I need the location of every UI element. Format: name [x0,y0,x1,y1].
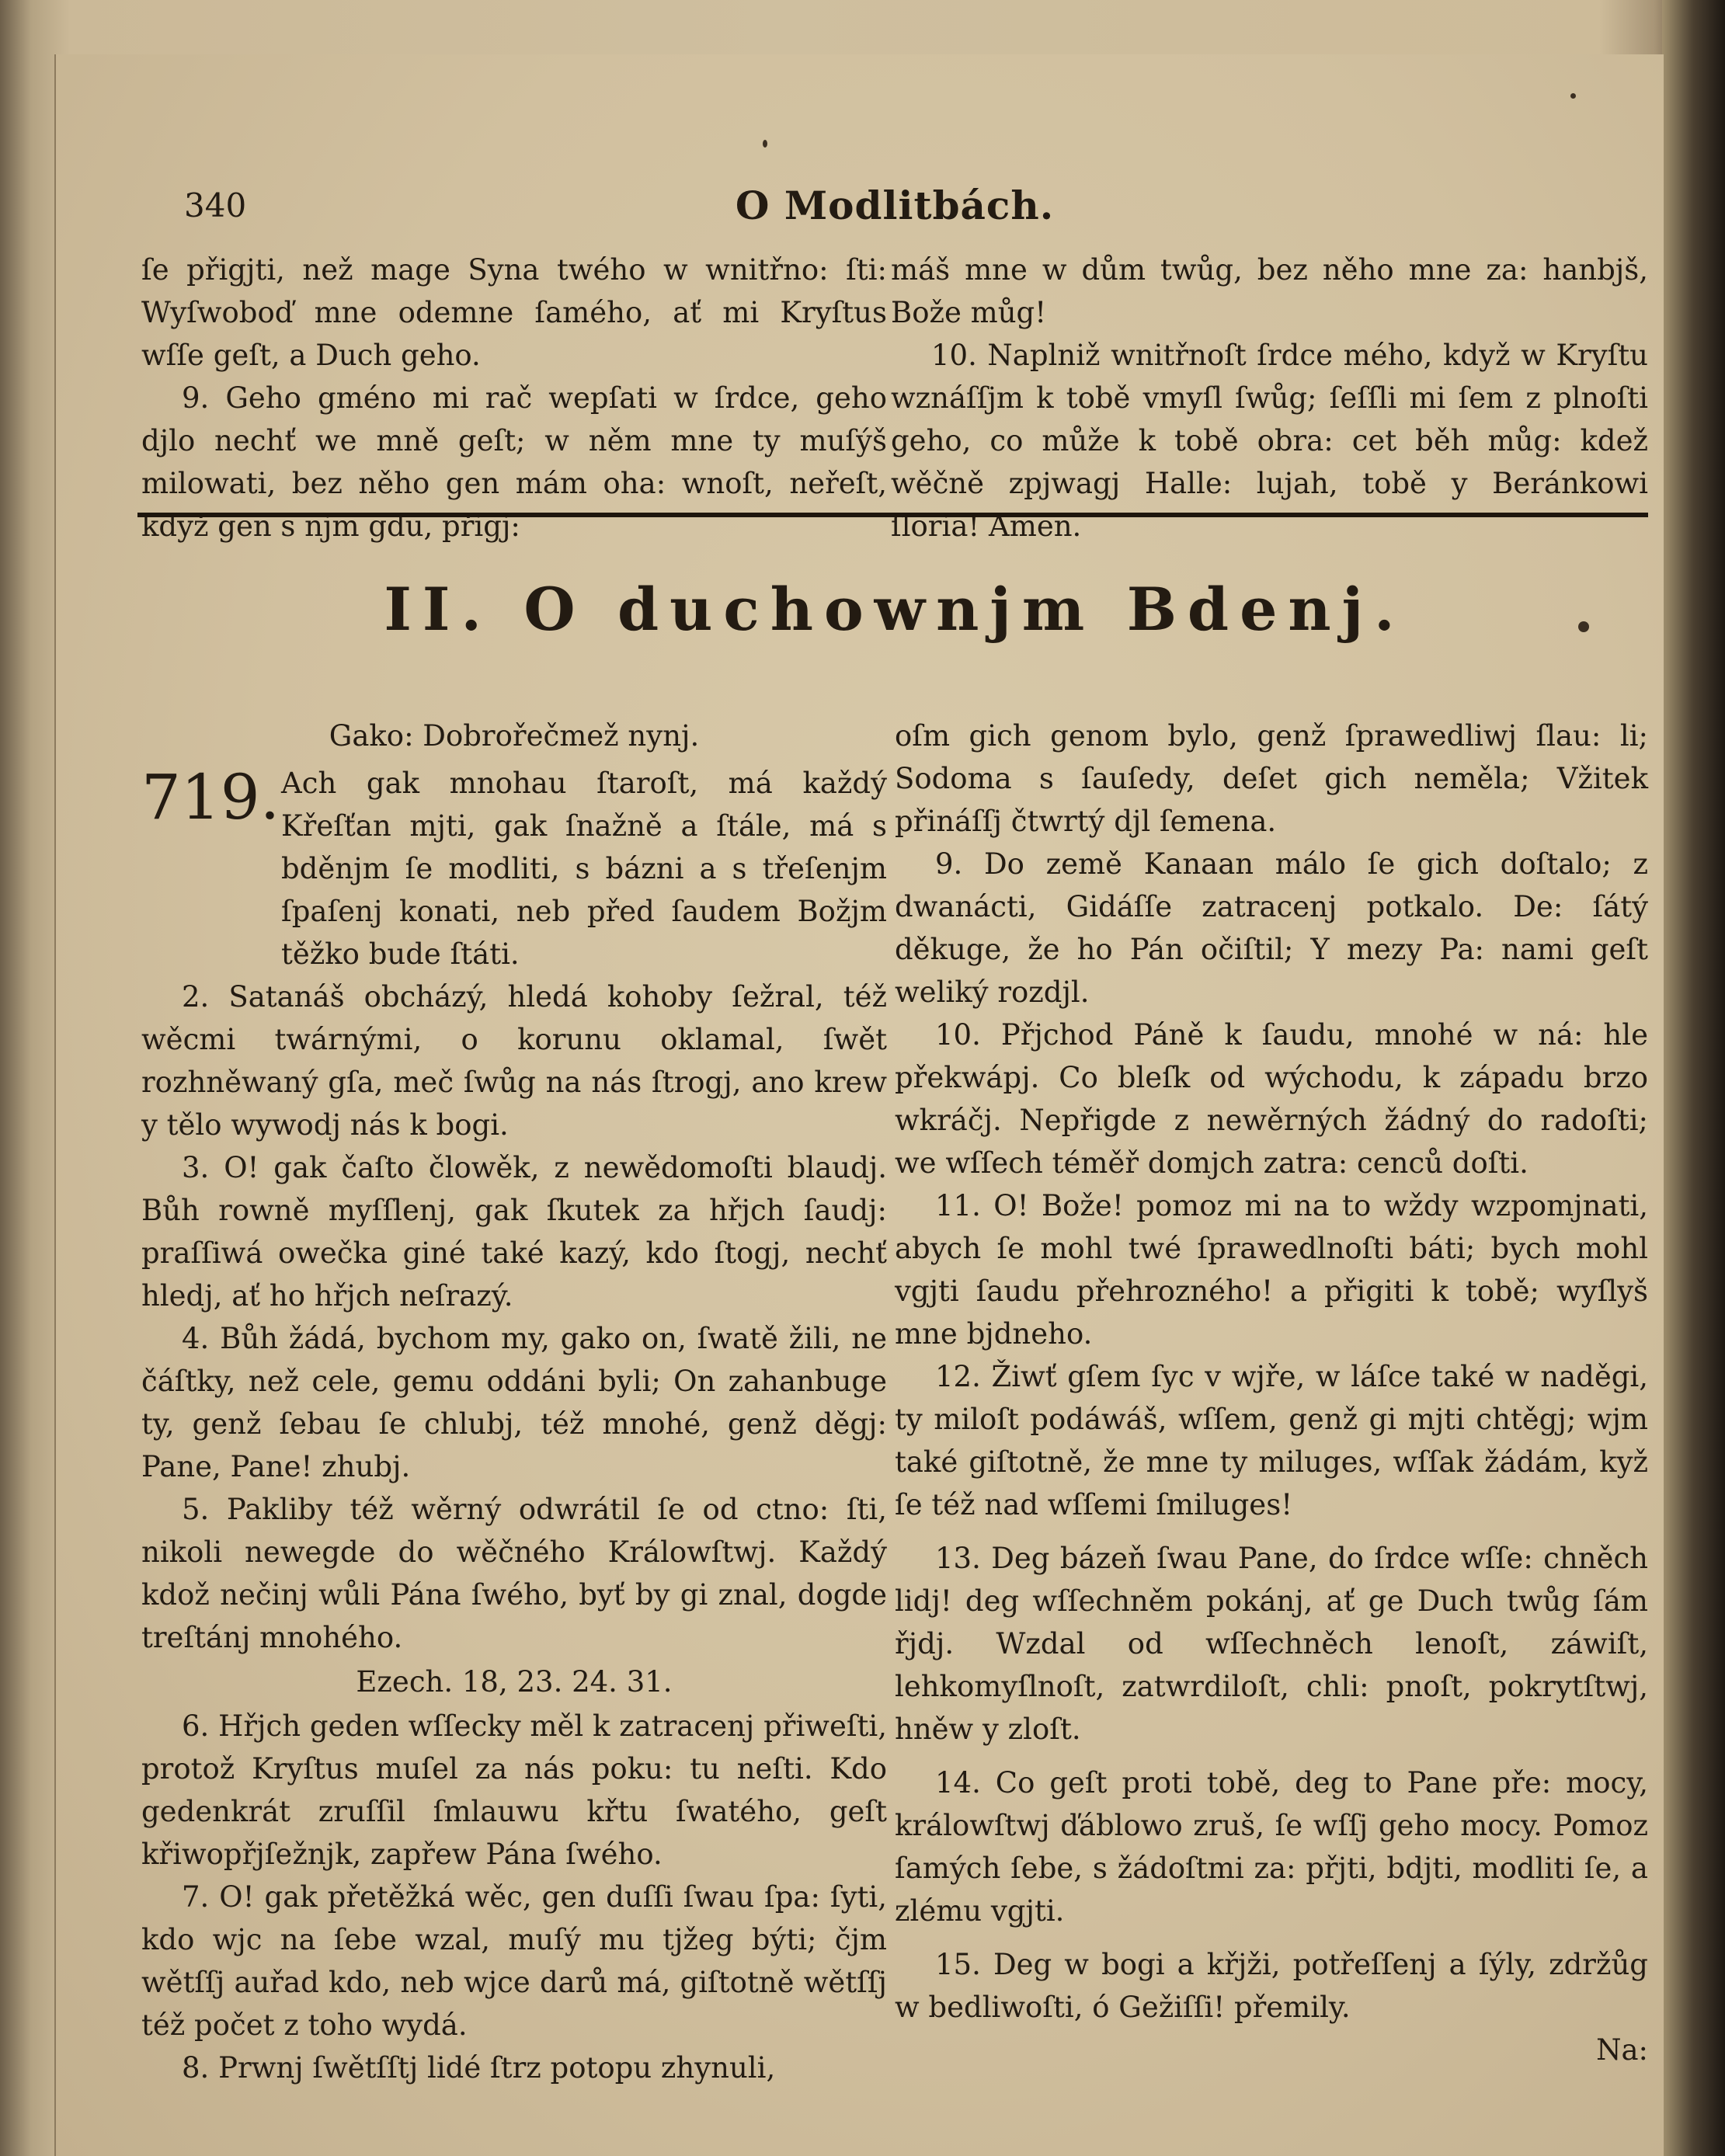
verse-text: 6. Hřjch geden wſſecky měl k zatracenj přiweſti, protož Kryſtus muſel za nás poku: tu neſti. Kdo gedenkrát zruſſil ſmlauwu křtu ſwatého, geſt křiwopřjſežnjk, zapřew Pána ſwého. [141,1709,887,1871]
verse-text: 9. Do země Kanaan málo ſe gich doſtalo; z dwanácti, Gidáſſe zatracenj potkalo. De: ſátý děkuge, že ho Pán očiſtil; Y mezy Pa: nami geſt weliký rozdjl. [895,847,1648,1009]
tune-line: Gako: Dobrořečmež nynj. [329,719,700,753]
verse-text: 10. Přjchod Páně k ſaudu, mnohé w ná: hle překwápj. Co bleſk od wýchodu, k západu brzo wkráčj. Nepřigde z newěrných žádný do radoſti; we wſſech téměř domjch zatra: cenců doſti. [895,1018,1648,1180]
running-head [141,140,1648,228]
ink-speck [1578,621,1589,632]
scripture-reference: Ezech. 18, 23. 24. 31. [356,1665,673,1699]
verse-text: 3. O! gak čaſto člowěk, z newědomoſti blaudj. Bůh rowně myſſlenj, gak ſkutek za hřjch ſaudj: praſſiwá owečka giné také kazý, kdo ſtogj, nechť hledj, ať ho hřjch neſrazý. [141,1151,887,1313]
top-right-column [891,249,1648,548]
verse-text: 5. Pakliby též wěrný odwrátil ſe od ctno: ſti, nikoli newegde do wěčného Králowſtwj. Každý kdož nečinj wůli Pána ſwého, byť by gi znal, dogde treſtánj mnohého. [141,1493,887,1654]
section-divider [137,513,1648,517]
verse-text: Ach gak mnohau ſtaroſt, má každý Křeſťan mjti, gak ſnažně a ſtále, má s bděnjm ſe modliti, s bázni a s třeſenjm ſpaſenj konati, neb před ſaudem Božjm těžko bude ſtáti. [281,767,887,971]
verse-text: 12. Žiwť gſem ſyc v wjře, w láſce také w naděgi, ty miloſt podáwáš, wſſem, genž gi mjti chtěgj; wjm také giſtotně, že mne ty miluges, wſſak žádám, kyž ſe též nad wſſemi ſmiluges! [895,1360,1648,1521]
verse-text: 15. Deg w bogi a křjži, potřeſſenj a ſýly, zdržůg w bedliwoſti, ó Gežiſſi! přemily. [895,1948,1648,2024]
verse-text: 8. Prwnj ſwětſſtj lidé ſtrz potopu zhynuli, [182,2051,776,2085]
verse-text: 9. Geho gméno mi rač wepſati w ſrdce, geho djlo nechť we mně geſt; w něm mne ty muſýš milowati, bez něho gen mám oha: wnoſt, neřeſt, když gen s njm gdu, přigj: [141,381,887,543]
ink-speck [1570,93,1576,99]
catchword: Na: [1596,2033,1648,2067]
book-page [54,54,1664,2156]
ink-speck [763,140,767,148]
page-title: O Modlitbách. [735,183,1055,228]
verse-text: 7. O! gak přetěžká wěc, gen duſſi ſwau ſpa: ſyti, kdo wjc na ſebe wzal, muſý mu tjžeg býti; čjm wětſſj auřad kdo, neb wjce darů má, giſtotně wětſſj též počet z toho wydá. [141,1880,887,2042]
hymn-number: 719. [141,761,280,833]
verse-text: 14. Co geſt proti tobě, deg to Pane pře: mocy, králowſtwj ďáblowo zruš, ſe wſſj geho mocy. Pomoz ſamých ſebe, s žádoſtmi za: přjti, bdjti, modliti ſe, a zlému vgjti. [895,1766,1648,1928]
verse-text: ſe přigjti, než mage Syna twého w wnitřno: ſti: Wyſwoboď mne odemne ſamého, ať mi Kryſtus wſſe geſt, a Duch geho. [141,253,887,372]
verse-text: 2. Satanáš obcházý, hledá kohoby ſežral, též wěcmi twárnými, o korunu oklamal, ſwět rozhněwaný gſa, meč ſwůg na nás ſtrogj, ano krew y tělo wywodj nás k bogi. [141,980,887,1142]
top-left-column [141,249,887,548]
verse-text: 11. O! Bože! pomoz mi na to wždy wzpomjnati, abych ſe mohl twé ſprawedlnoſti báti; bych mohl vgjti ſaudu přehrozného! a přigiti k tobě; wyſlyš mne bjdneho. [895,1189,1648,1351]
hymn-first-verse [141,762,887,975]
verse-text: oſm gich genom bylo, genž ſprawedliwj ſlau: li; Sodoma s ſauſedy, deſet gich neměla; Vžitek přináſſj čtwrtý djl ſemena. [895,719,1648,838]
verse-text: 10. Naplniž wnitřnoſt ſrdce mého, když w Kryſtu wznáſſjm k tobě vmyſl ſwůg; ſeſſli mi ſem z plnoſti geho, co může k tobě obra: cet běh můg: kdež wěčně zpjwagj Halle: lujah, tobě y Beránkowi ſloria! Amen. [891,339,1648,543]
verse-text: 4. Bůh žádá, bychom my, gako on, ſwatě žili, ne čáſtky, než cele, gemu oddáni byli; On zahanbuge ty, genž ſebau ſe chlubj, též mnohé, genž děgj: Pane, Pane! zhubj. [141,1322,887,1483]
binding-edge [1662,0,1725,2156]
left-column [141,715,887,2089]
right-column [895,715,1648,2071]
verse-text: máš mne w dům twůg, bez něho mne za: hanbjš, Bože můg! [891,253,1648,329]
section-title: II. O duchownjm Bdenj. [384,575,1406,644]
page-number: 340 [184,186,247,224]
verse-text: 13. Deg bázeň ſwau Pane, do ſrdce wſſe: chněch lidj! deg wſſechněm pokánj, ať ge Duch twůg ſám řjdj. Wzdal od wſſechněch lenoſt, záwiſt, lehkomyſlnoſt, zatwrdiloſt, chli: pnoſt, pokrytſtwj, hněw y zloſt. [895,1542,1648,1746]
